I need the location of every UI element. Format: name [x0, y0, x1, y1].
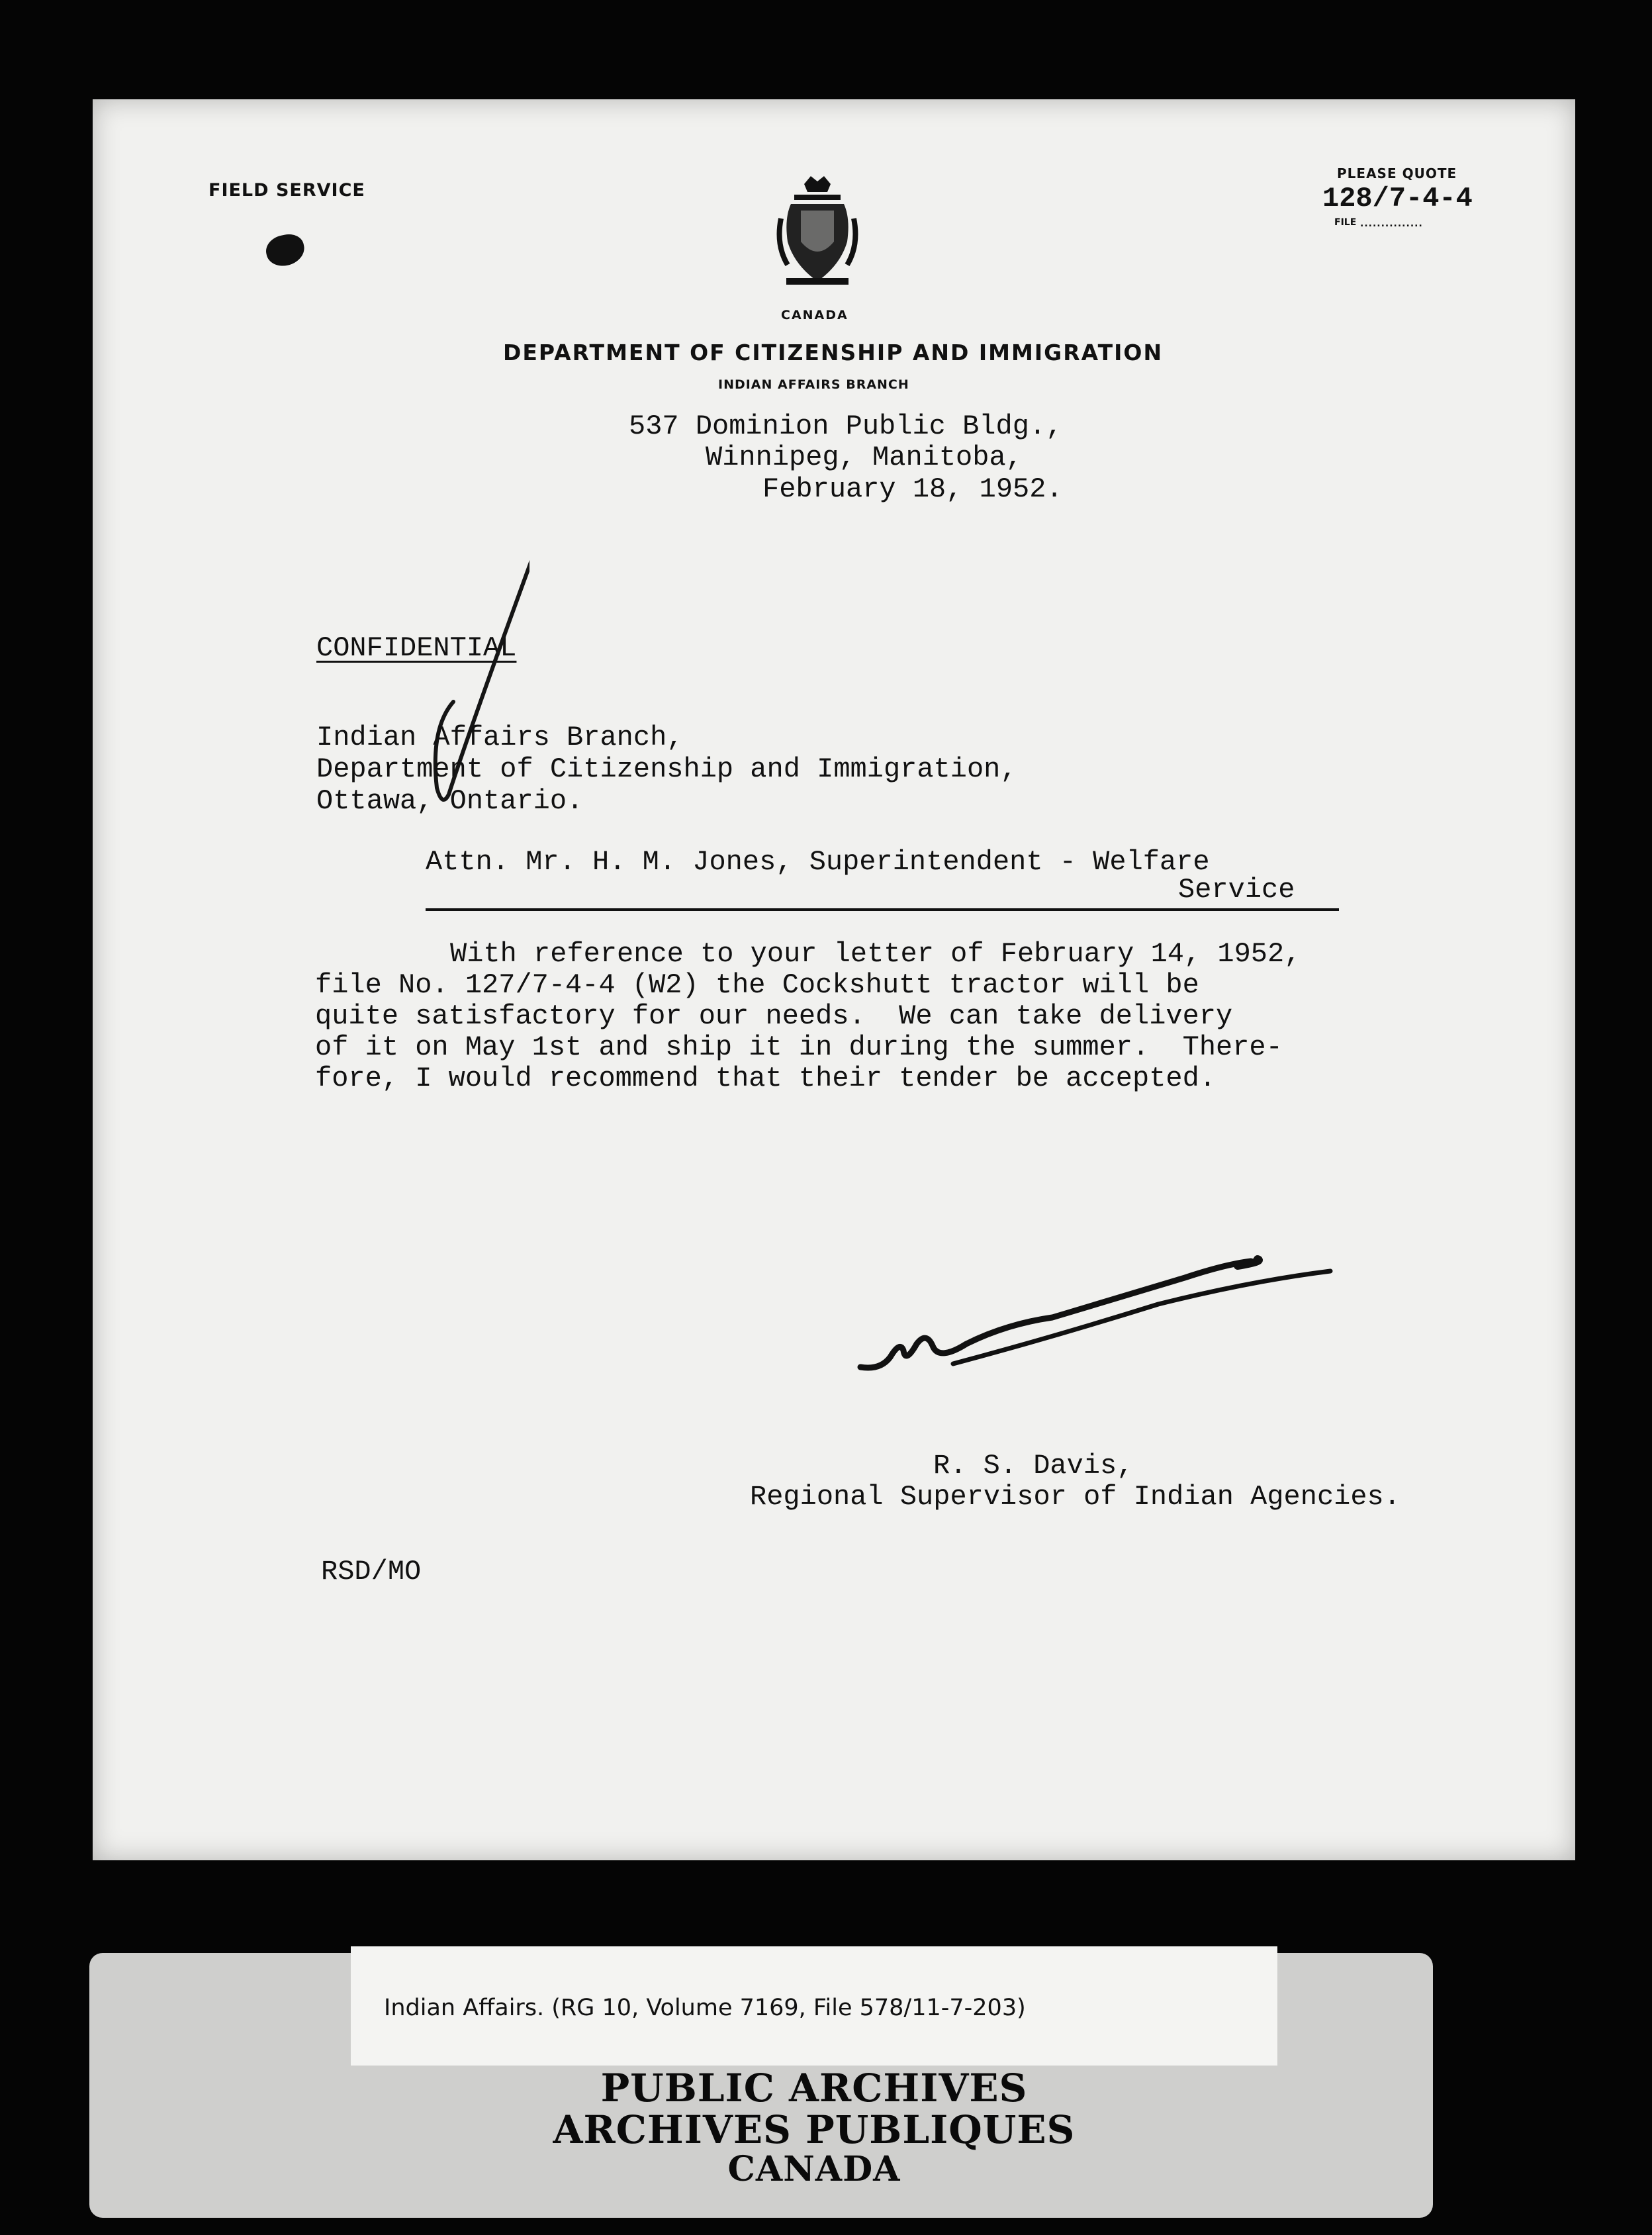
address-date: February 18, 1952. — [762, 473, 1063, 505]
body-line-3: quite satisfactory for our needs. We can take delivery — [315, 1000, 1233, 1032]
branch-name: INDIAN AFFAIRS BRANCH — [718, 377, 909, 392]
crest-caption: CANADA — [781, 308, 849, 322]
archive-stamp-line-3: CANADA — [727, 2149, 901, 2189]
recipient-line-3: Ottawa, Ontario. — [316, 785, 584, 817]
archive-stamp-line-1: PUBLIC ARCHIVES — [600, 2066, 1028, 2111]
file-label: FILE — [1334, 217, 1357, 228]
letter-sheet — [93, 99, 1575, 1860]
please-quote-label: PLEASE QUOTE — [1337, 166, 1457, 181]
reference-initials: RSD/MO — [321, 1556, 422, 1588]
coat-of-arms-icon — [774, 172, 860, 291]
attention-line: Attn. Mr. H. M. Jones, Superintendent - Welfare — [426, 846, 1210, 878]
body-line-1: With reference to your letter of February 14, 1952, — [450, 938, 1301, 970]
archive-stamp-line-2: ARCHIVES PUBLIQUES — [553, 2107, 1076, 2152]
signer-name: R. S. Davis, — [933, 1450, 1134, 1482]
signer-title: Regional Supervisor of Indian Agencies. — [750, 1481, 1400, 1513]
file-dots: ............... — [1360, 218, 1423, 229]
field-service-label: FIELD SERVICE — [208, 180, 365, 201]
file-number: 128/7-4-4 — [1322, 183, 1473, 214]
confidential-heading: CONFIDENTIAL — [316, 632, 517, 664]
recipient-line-1: Indian Affairs Branch, — [316, 722, 684, 753]
archive-reference-text: Indian Affairs. (RG 10, Volume 7169, File 578/11-7-203) — [384, 1995, 1026, 2021]
recipient-line-2: Department of Citizenship and Immigration, — [316, 753, 1017, 785]
attention-underline — [426, 908, 1339, 911]
address-line-2: Winnipeg, Manitoba, — [706, 442, 1023, 473]
handwritten-signature — [854, 1225, 1370, 1397]
attention-line-continued: Service — [1178, 874, 1295, 906]
body-line-2: file No. 127/7-4-4 (W2) the Cockshutt tractor will be — [315, 969, 1199, 1001]
address-line-1: 537 Dominion Public Bldg., — [629, 410, 1063, 442]
ink-blot — [263, 231, 307, 269]
department-name: DEPARTMENT OF CITIZENSHIP AND IMMIGRATION — [503, 340, 1164, 365]
body-line-5: fore, I would recommend that their tender be accepted. — [315, 1063, 1216, 1094]
body-line-4: of it on May 1st and ship it in during the summer. There- — [315, 1031, 1283, 1063]
